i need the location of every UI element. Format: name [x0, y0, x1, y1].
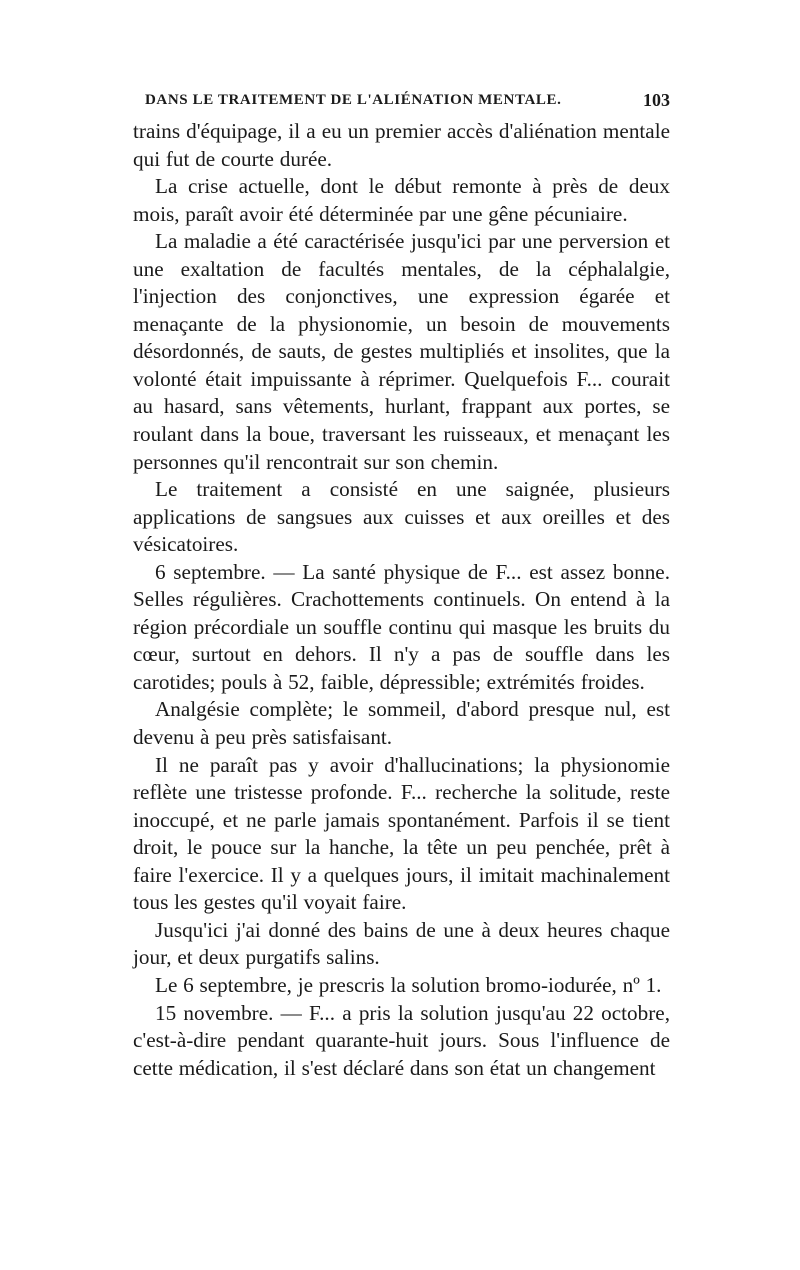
page-number: 103: [643, 90, 670, 110]
paragraph: Analgésie complète; le sommeil, d'abord presque nul, est devenu à peu près satisfaisant.: [133, 697, 670, 750]
running-header: [133, 88, 670, 118]
paragraph: trains d'équipage, il a eu un premier accès d'aliénation mentale qui fut de courte durée.: [133, 119, 670, 171]
book-page: [133, 88, 670, 1082]
running-title: DANS LE TRAITEMENT DE L'ALIÉNATION MENTALE.: [145, 92, 562, 108]
paragraph: 6 septembre. — La santé physique de F... est assez bonne. Selles régulières. Crachottements continuels. On entend à la région précordiale un souffle continu qui masque les bruits du cœur, surtout en dehors. Il n'y a pas de souffle dans les carotides; pouls à 52, faible, dépressible; extrémités froides.: [133, 559, 670, 694]
paragraph: Le traitement a consisté en une saignée, plusieurs applications de sangsues aux cuisses et aux oreilles et des vésicatoires.: [133, 477, 670, 557]
paragraph: La maladie a été caractérisée jusqu'ici par une perversion et une exaltation de facultés mentales, de la céphalalgie, l'injection des conjonctives, une expression égarée et menaçante de la physionomie, un besoin de mouvements désordonnés, de sauts, de gestes multipliés et insolites, que la volonté était impuissante à réprimer. Quelquefois F... courait au hasard, sans vêtements, hurlant, frappant aux portes, se roulant dans la boue, traversant les ruisseaux, et menaçant les personnes qu'il rencontrait sur son chemin.: [133, 229, 670, 474]
paragraph: Jusqu'ici j'ai donné des bains de une à deux heures chaque jour, et deux purgatifs salins.: [133, 917, 670, 970]
paragraph: Il ne paraît pas y avoir d'hallucinations; la physionomie reflète une tristesse profonde. F... recherche la solitude, reste inoccupé, et ne parle jamais spontanément. Parfois il se tient droit, le pouce sur la hanche, la tête un peu penchée, prêt à faire l'exercice. Il y a quelques jours, il imitait machinalement tous les gestes qu'il voyait faire.: [133, 752, 670, 915]
body-text: [133, 118, 670, 1082]
paragraph: 15 novembre. — F... a pris la solution jusqu'au 22 octobre, c'est-à-dire pendant quarante-huit jours. Sous l'influence de cette médication, il s'est déclaré dans son état un changement: [133, 1000, 670, 1080]
paragraph: La crise actuelle, dont le début remonte à près de deux mois, paraît avoir été déterminée par une gêne pécuniaire.: [133, 174, 670, 226]
paragraph: Le 6 septembre, je prescris la solution bromo-iodurée, nº 1.: [155, 972, 662, 997]
